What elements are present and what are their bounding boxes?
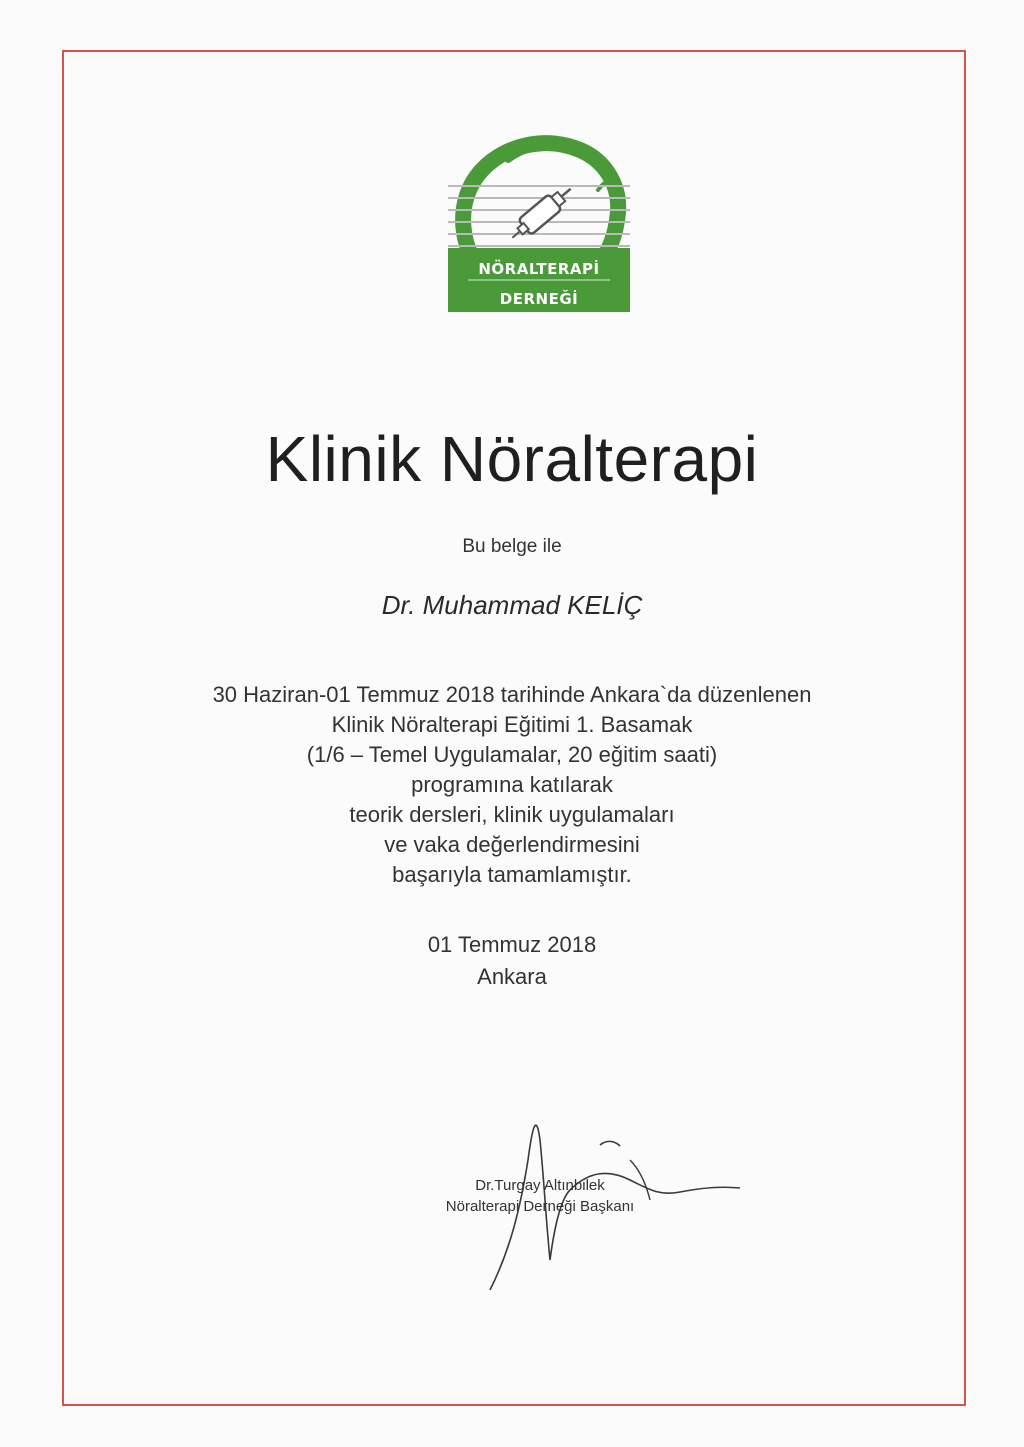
association-logo (448, 130, 630, 316)
body-line: ve vaka değerlendirmesini (384, 832, 640, 857)
certificate-body (0, 680, 1024, 890)
signatory-name: Dr.Turgay Altınbilek (475, 1177, 605, 1194)
syringe-icon (506, 181, 577, 245)
issue-date: 01 Temmuz 2018 (427, 932, 597, 957)
body-line: Klinik Nöralterapi Eğitimi 1. Basamak (331, 712, 693, 737)
body-line: programına katılarak (411, 772, 613, 797)
logo-text-line1: NÖRALTERAPİ (478, 260, 600, 278)
intro-text: Bu belge ile (462, 536, 562, 557)
logo-text-line2: DERNEĞİ (499, 290, 579, 308)
body-line: başarıyla tamamlamıştır. (392, 862, 632, 887)
certificate-title: Klinik Nöralterapi (265, 423, 759, 495)
recipient-name: Dr. Muhammad KELİÇ (381, 590, 643, 620)
body-line: (1/6 – Temel Uygulamalar, 20 eğitim saati) (306, 742, 718, 767)
body-line: teorik dersleri, klinik uygulamaları (349, 802, 675, 827)
signatory-role: Nöralterapi Derneği Başkanı (445, 1198, 635, 1215)
issue-city: Ankara (477, 964, 547, 989)
body-line: 30 Haziran-01 Temmuz 2018 tarihinde Ankara`da düzenlenen (212, 682, 812, 707)
